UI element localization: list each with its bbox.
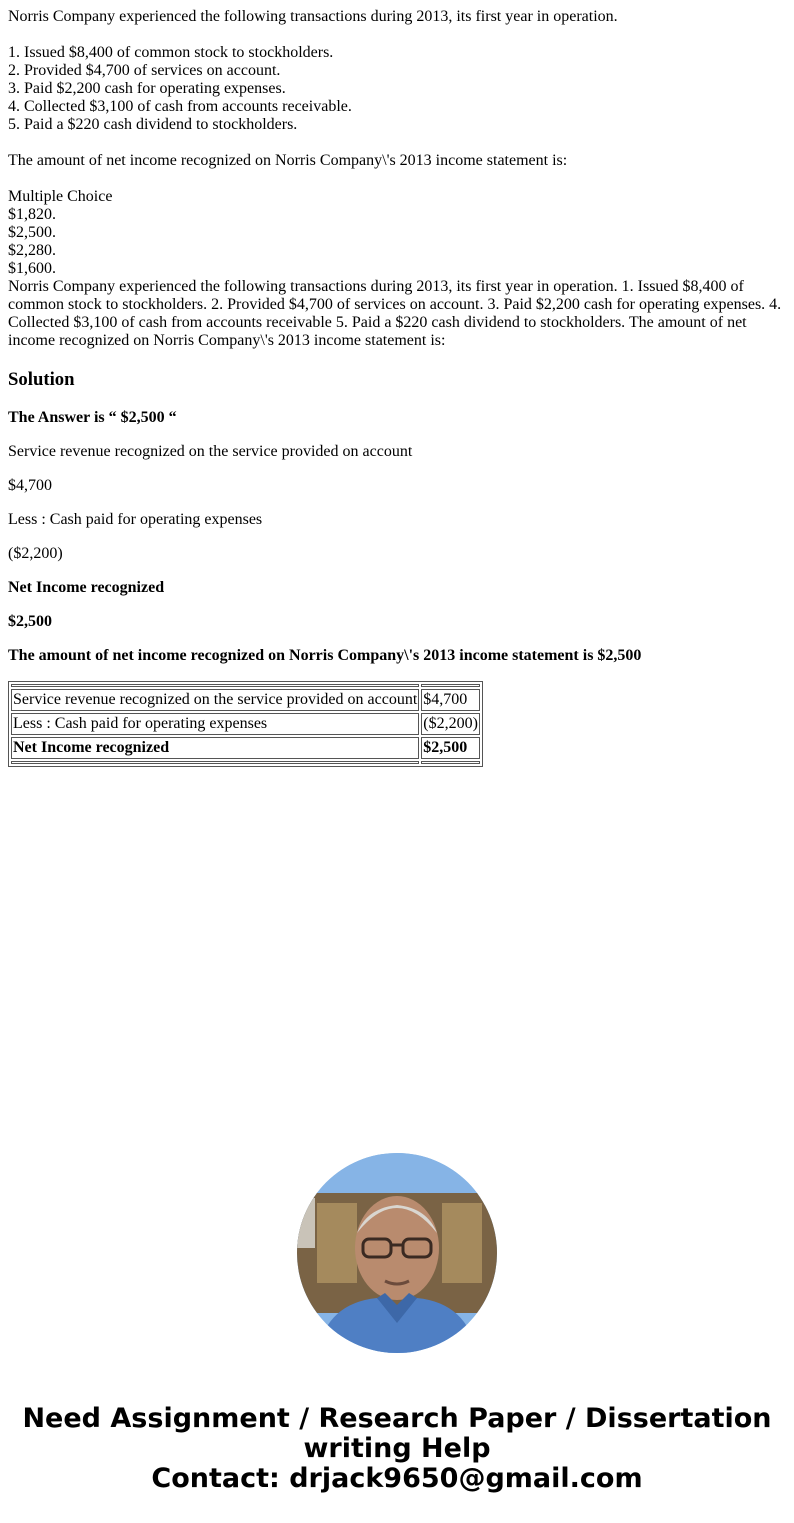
- transaction-5: 5. Paid a $220 cash dividend to stockholders.: [8, 116, 298, 133]
- table-row: [11, 737, 480, 759]
- transaction-3: 3. Paid $2,200 cash for operating expenses.: [8, 80, 286, 97]
- solution-line: $2,500: [8, 613, 52, 630]
- table-label: Less : Cash paid for operating expenses: [11, 713, 419, 735]
- table-row: [11, 689, 480, 711]
- question-intro: Norris Company experienced the following transactions during 2013, its first year in operation.: [8, 8, 618, 25]
- table-value: ($2,200): [421, 713, 480, 735]
- answer-line: The Answer is “ $2,500 “: [8, 409, 177, 426]
- choice-4[interactable]: $1,600.: [8, 260, 56, 277]
- solution-line: Less : Cash paid for operating expenses: [8, 511, 263, 528]
- choice-2[interactable]: $2,500.: [8, 224, 56, 241]
- question-prompt: The amount of net income recognized on Norris Company\'s 2013 income statement is:: [8, 152, 568, 169]
- author-portrait-image: [297, 1153, 497, 1353]
- table-label: Net Income recognized: [11, 737, 419, 759]
- promo-line: writing Help: [303, 1433, 491, 1464]
- author-photo: [297, 1153, 497, 1353]
- promo-contact: Contact: drjack9650@gmail.com: [151, 1463, 643, 1494]
- transaction-1: 1. Issued $8,400 of common stock to stockholders.: [8, 44, 334, 61]
- question-restated: Norris Company experienced the following transactions during 2013, its first year in operation. 1. Issued $8,400 of common stock to stockholders. 2. Provided $4,700 of services on account. 3. Paid $2,200 cash for operating expenses. 4. Collected $3,100 of cash from accounts receivable 5. Paid a $220 cash dividend to stockholders. The amount of net income recognized on Norris Company\'s 2013 income statement is:: [8, 278, 782, 349]
- solution-line: Service revenue recognized on the service provided on account: [8, 443, 413, 460]
- solution-line: Net Income recognized: [8, 579, 165, 596]
- solution-line: ($2,200): [8, 545, 63, 562]
- table-value: $2,500: [421, 737, 480, 759]
- transaction-2: 2. Provided $4,700 of services on account.: [8, 62, 281, 79]
- solution-heading: Solution: [8, 369, 75, 390]
- table-row: [11, 713, 480, 735]
- promo-line: Need Assignment / Research Paper / Dissertation: [22, 1403, 772, 1434]
- conclusion-line: The amount of net income recognized on Norris Company\'s 2013 income statement is $2,500: [8, 647, 642, 664]
- choice-3[interactable]: $2,280.: [8, 242, 56, 259]
- table-value: $4,700: [421, 689, 480, 711]
- transaction-4: 4. Collected $3,100 of cash from accounts receivable.: [8, 98, 352, 115]
- solution-line: $4,700: [8, 477, 52, 494]
- choice-1[interactable]: $1,820.: [8, 206, 56, 223]
- choice-header: Multiple Choice: [8, 188, 113, 205]
- table-label: Service revenue recognized on the service provided on account: [11, 689, 419, 711]
- question-block: [8, 8, 786, 350]
- income-table: [8, 681, 483, 767]
- promo-banner: [0, 1404, 794, 1494]
